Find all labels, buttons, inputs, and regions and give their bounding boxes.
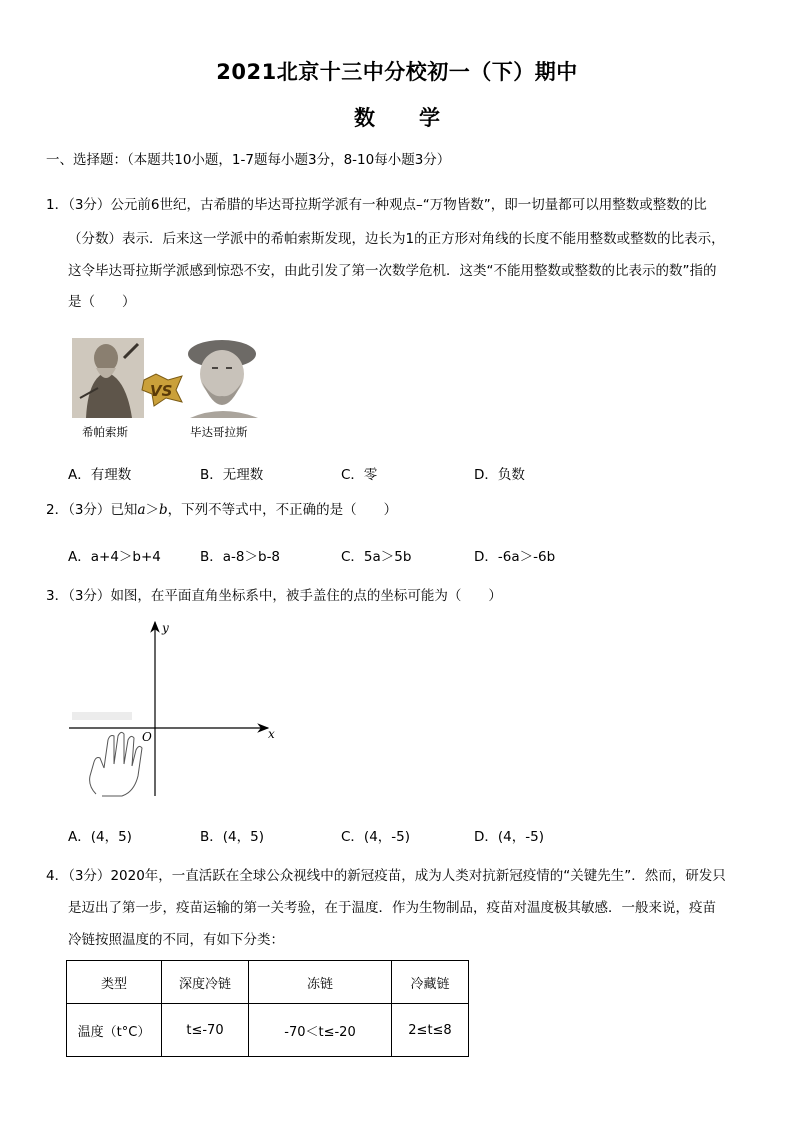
q2-var-b: b xyxy=(159,502,168,518)
hippasus-caption: 希帕索斯 xyxy=(82,425,128,439)
q2-var-a: a xyxy=(137,502,146,518)
q2-number: 2． xyxy=(46,502,69,518)
q4-number: 4． xyxy=(46,868,69,884)
q2-stem xyxy=(46,499,397,521)
q1-line-1: 公元前6世纪，古希腊的毕达哥拉斯学派有一种观点–“万物皆数”，即一切量都可以用整数或整数的比 xyxy=(110,197,707,213)
q3-stem-text: 如图，在平面直角坐标系中，被手盖住的点的坐标可能为（ ） xyxy=(110,588,502,604)
q1-line-2: （分数）表示．后来这一学派中的希帕索斯发现，边长为1的正方形对角线的长度不能用整数或整数的比表示， xyxy=(68,231,725,247)
coordinate-plane xyxy=(66,616,286,802)
subject-title xyxy=(0,102,794,132)
pythagoras-caption: 毕达哥拉斯 xyxy=(190,425,248,439)
q1-line-4: 是（ ） xyxy=(68,294,136,310)
q1-option-c: C．零 xyxy=(341,467,378,483)
q4-line-2: 是迈出了第一步，疫苗运输的第一关考验，在于温度．作为生物制品，疫苗对温度极其敏感．一般来说，疫苗 xyxy=(68,900,716,916)
q3-score: （3分） xyxy=(68,588,111,604)
q3-option-b: B．(4，5) xyxy=(200,829,264,845)
q3-stem xyxy=(46,585,502,607)
table-cell: -70＜t≤-20 xyxy=(249,1004,392,1057)
q3-number: 3． xyxy=(46,588,69,604)
q1-score: （3分） xyxy=(68,197,111,213)
q3-option-d: D．(4，-5) xyxy=(474,829,544,845)
q1-option-b: B．无理数 xyxy=(200,467,264,483)
q3-coordinate-figure xyxy=(66,616,286,802)
y-axis-label: y xyxy=(162,621,169,635)
q1-line-3: 这令毕达哥拉斯学派感到惊恐不安，由此引发了第一次数学危机．这类“不能用整数或整数的比表示的数”指的 xyxy=(68,263,717,279)
subject-char-1: 数 xyxy=(354,106,375,130)
q2-stem-post: ，下列不等式中，不正确的是（ ） xyxy=(167,502,398,518)
q4-score: （3分） xyxy=(68,868,111,884)
q2-score: （3分） xyxy=(68,502,111,518)
table-header-cell: 类型 xyxy=(67,961,162,1004)
table-cell: t≤-70 xyxy=(162,1004,249,1057)
q2-option-a: A．a+4＞b+4 xyxy=(68,549,161,565)
origin-label: O xyxy=(142,730,152,744)
q1-illustration xyxy=(72,338,262,420)
q4-line-1: 2020年，一直活跃在全球公众视线中的新冠疫苗，成为人类对抗新冠疫情的“关键先生”．然而，研发只 xyxy=(110,868,726,884)
hand-icon xyxy=(90,732,142,796)
table-header-cell: 冷藏链 xyxy=(392,961,469,1004)
portraits-image xyxy=(72,338,262,420)
q2-option-d: D．-6a＞-6b xyxy=(474,549,556,565)
subject-char-2: 学 xyxy=(419,106,440,130)
q2-gt: ＞ xyxy=(145,502,159,518)
table-header-cell: 冻链 xyxy=(249,961,392,1004)
table-cell: 2≤t≤8 xyxy=(392,1004,469,1057)
q3-option-a: A．(4，5) xyxy=(68,829,132,845)
q1-option-a: A．有理数 xyxy=(68,467,132,483)
q4-line-3: 冷链按照温度的不同，有如下分类： xyxy=(68,932,284,948)
q3-option-c: C．(4，-5) xyxy=(341,829,411,845)
vs-text: VS xyxy=(150,382,173,400)
q2-stem-pre: 已知 xyxy=(110,502,138,518)
q2-option-b: B．a-8＞b-8 xyxy=(200,549,281,565)
q2-option-c: C．5a＞5b xyxy=(341,549,412,565)
hippasus-head xyxy=(94,344,118,372)
q1-first-line xyxy=(46,194,707,216)
faint-mark xyxy=(72,712,132,720)
cold-chain-table xyxy=(66,960,469,1057)
q4-first-line xyxy=(46,865,726,887)
table-header-cell: 深度冷链 xyxy=(162,961,249,1004)
q1-option-d: D．负数 xyxy=(474,467,525,483)
page-title: 2021北京十三中分校初一（下）期中 xyxy=(216,60,578,84)
table-header-row xyxy=(67,961,469,1004)
section-heading: 一、选择题：（本题共10小题，1-7题每小题3分，8-10每小题3分） xyxy=(46,152,451,168)
table-row-label: 温度（t°C） xyxy=(67,1004,162,1057)
x-axis-label: x xyxy=(268,727,275,741)
q1-number: 1． xyxy=(46,197,69,213)
table-row xyxy=(67,1004,469,1057)
